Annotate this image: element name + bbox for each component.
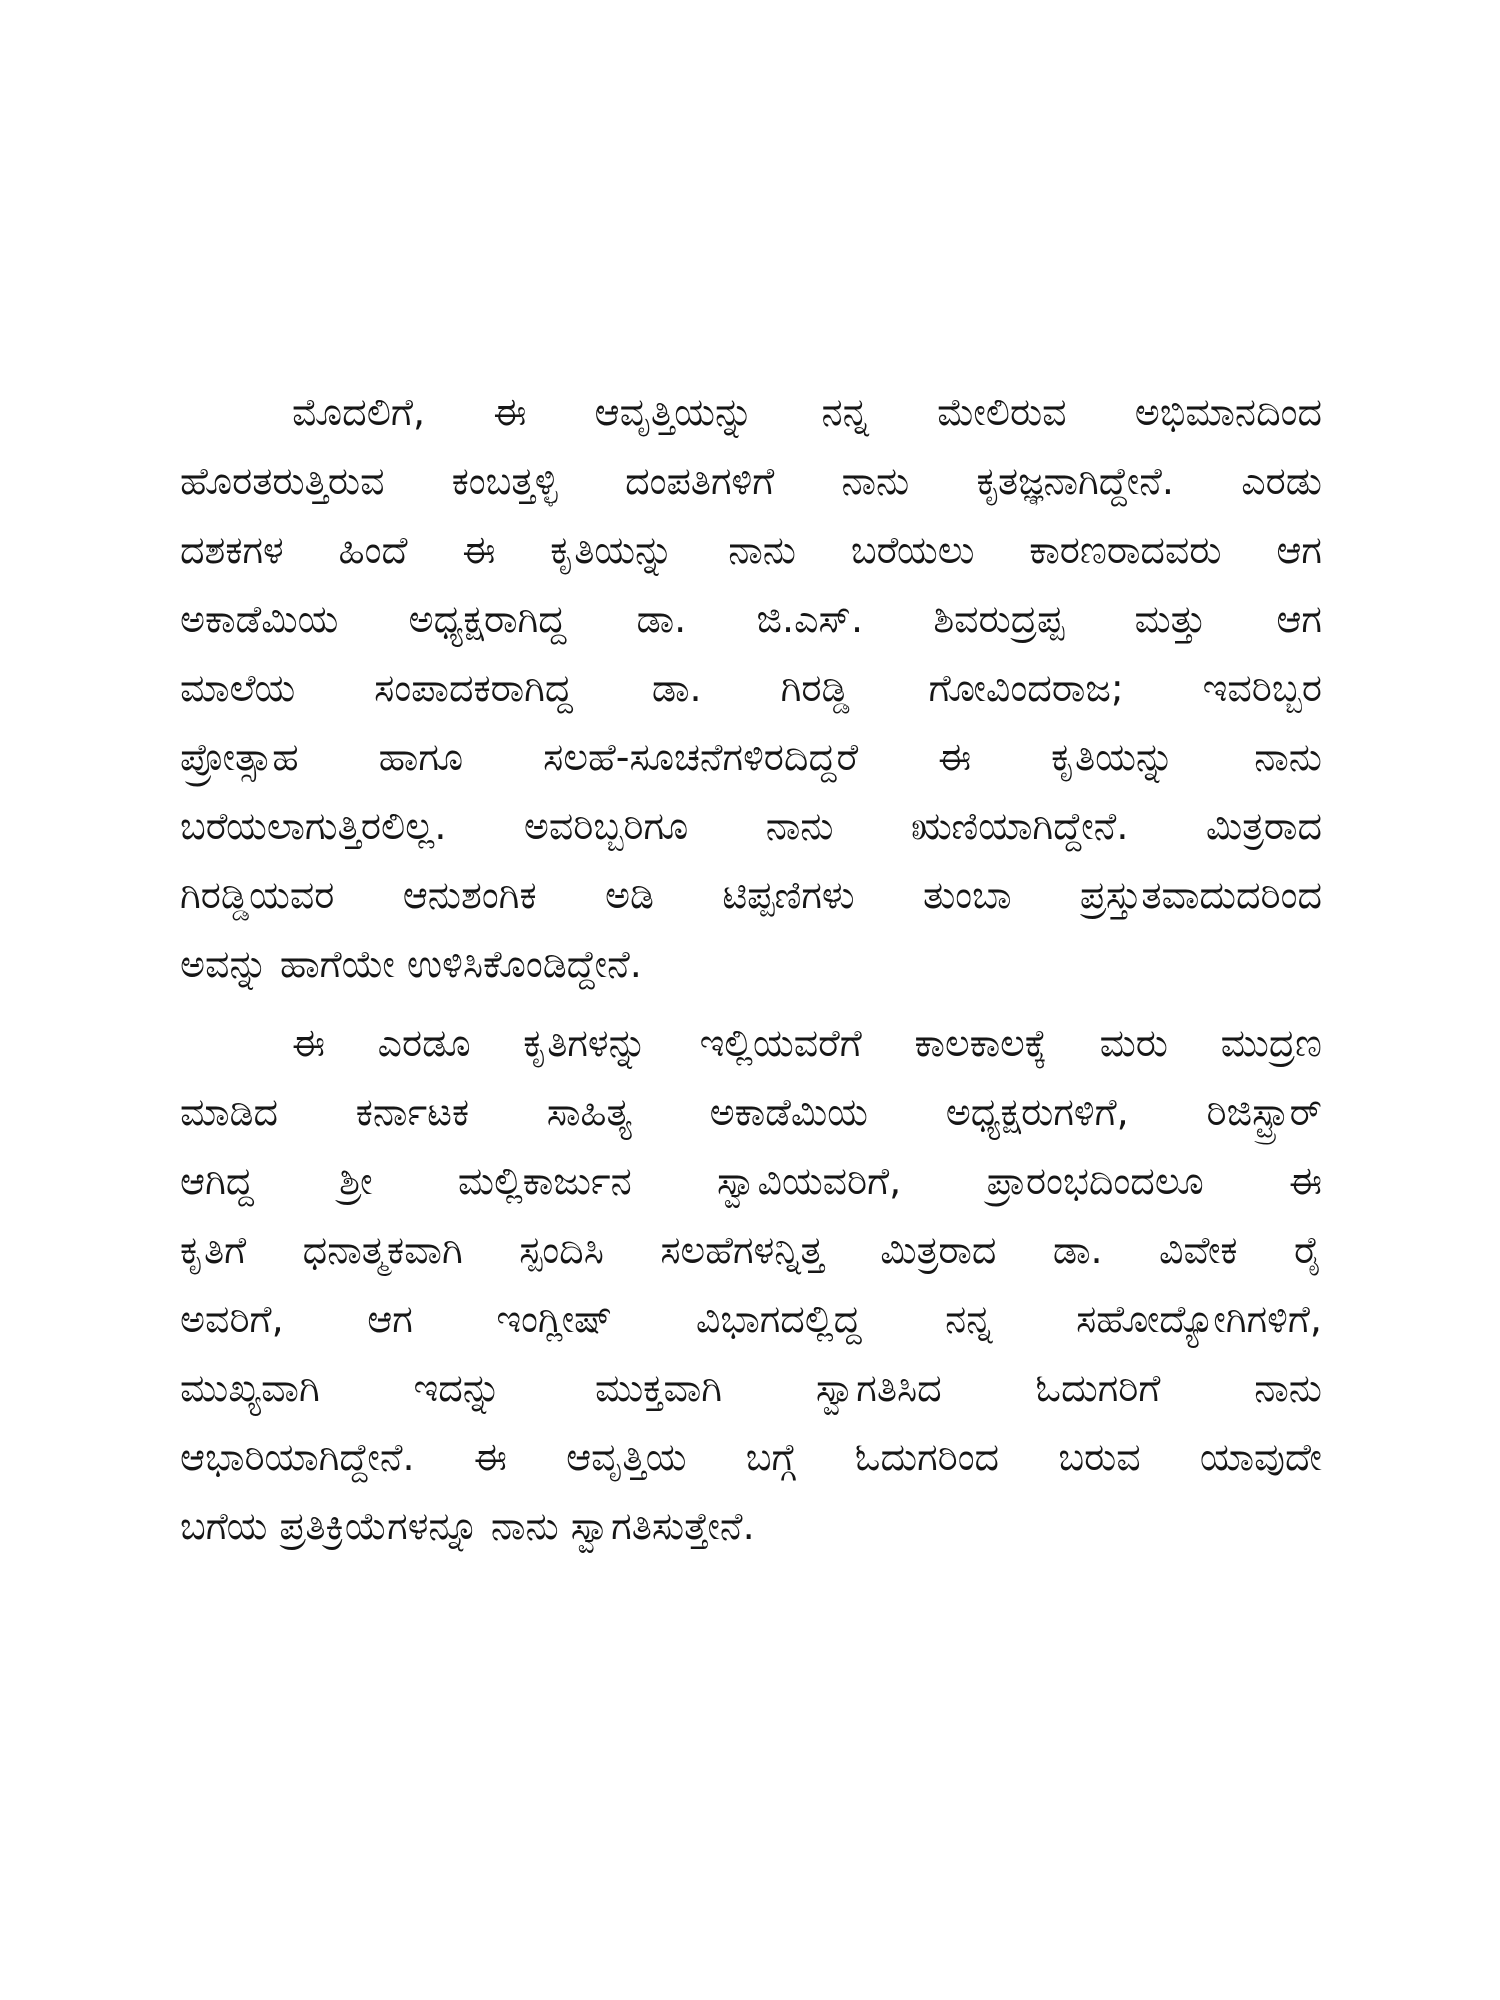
text-line: ಮುಖ್ಯವಾಗಿ ಇದನ್ನು ಮುಕ್ತವಾಗಿ ಸ್ವಾಗತಿಸಿದ ಓದುಗರಿಗೆ ನಾನು [180, 1366, 1322, 1410]
text-line: ದಶಕಗಳ ಹಿಂದೆ ಈ ಕೃತಿಯನ್ನು ನಾನು ಬರೆಯಲು ಕಾರಣರಾದವರು ಆಗ [180, 528, 1322, 572]
text-line: ಬರೆಯಲಾಗುತ್ತಿರಲಿಲ್ಲ. ಅವರಿಬ್ಬರಿಗೂ ನಾನು ಋಣಿಯಾಗಿದ್ದೇನೆ. ಮಿತ್ರರಾದ [180, 804, 1322, 848]
body-text [180, 378, 1322, 1561]
text-line: ಪ್ರೋತ್ಸಾಹ ಹಾಗೂ ಸಲಹೆ-ಸೂಚನೆಗಳಿರದಿದ್ದರೆ ಈ ಕೃತಿಯನ್ನು ನಾನು [180, 735, 1322, 779]
paragraph-acknowledgement-second [180, 1009, 1322, 1561]
text-line: ಗಿರಡ್ಡಿಯವರ ಆನುಶಂಗಿಕ ಅಡಿ ಟಿಪ್ಪಣಿಗಳು ತುಂಬಾ ಪ್ರಸ್ತುತವಾದುದರಿಂದ [180, 873, 1322, 917]
paragraph-acknowledgement-first [180, 378, 1322, 999]
text-line: ಈ ಎರಡೂ ಕೃತಿಗಳನ್ನು ಇಲ್ಲಿಯವರೆಗೆ ಕಾಲಕಾಲಕ್ಕೆ ಮರು ಮುದ್ರಣ [292, 1021, 1322, 1065]
text-line: ಆಗಿದ್ದ ಶ್ರೀ ಮಲ್ಲಿಕಾರ್ಜುನ ಸ್ವಾವಿಯವರಿಗೆ, ಪ್ರಾರಂಭದಿಂದಲೂ ಈ [180, 1159, 1322, 1203]
text-line: ಮೊದಲಿಗೆ, ಈ ಆವೃತ್ತಿಯನ್ನು ನನ್ನ ಮೇಲಿರುವ ಅಭಿಮಾನದಿಂದ [292, 390, 1322, 434]
text-line: ಅವನ್ನು ಹಾಗೆಯೇ ಉಳಿಸಿಕೊಂಡಿದ್ದೇನೆ. [180, 942, 642, 986]
text-line: ಕೃತಿಗೆ ಧನಾತ್ಮಕವಾಗಿ ಸ್ಪಂದಿಸಿ ಸಲಹೆಗಳನ್ನಿತ್ತ ಮಿತ್ರರಾದ ಡಾ. ವಿವೇಕ ರೈ [180, 1228, 1322, 1272]
text-line: ಹೊರತರುತ್ತಿರುವ ಕಂಬತ್ತಳ್ಳಿ ದಂಪತಿಗಳಿಗೆ ನಾನು ಕೃತಜ್ಞನಾಗಿದ್ದೇನೆ. ಎರಡು [180, 459, 1322, 503]
text-line: ಮಾಲೆಯ ಸಂಪಾದಕರಾಗಿದ್ದ ಡಾ. ಗಿರಡ್ಡಿ ಗೋವಿಂದರಾಜ; ಇವರಿಬ್ಬರ [180, 666, 1322, 710]
text-line: ಅವರಿಗೆ, ಆಗ ಇಂಗ್ಲೀಷ್ ವಿಭಾಗದಲ್ಲಿದ್ದ ನನ್ನ ಸಹೋದ್ಯೋಗಿಗಳಿಗೆ, [180, 1297, 1322, 1341]
text-line: ಆಭಾರಿಯಾಗಿದ್ದೇನೆ. ಈ ಆವೃತ್ತಿಯ ಬಗ್ಗೆ ಓದುಗರಿಂದ ಬರುವ ಯಾವುದೇ [180, 1435, 1322, 1479]
text-line: ಅಕಾಡೆಮಿಯ ಅಧ್ಯಕ್ಷರಾಗಿದ್ದ ಡಾ. ಜಿ.ಎಸ್. ಶಿವರುದ್ರಪ್ಪ ಮತ್ತು ಆಗ [180, 597, 1322, 641]
text-line: ಬಗೆಯ ಪ್ರತಿಕ್ರಿಯೆಗಳನ್ನೂ ನಾನು ಸ್ವಾಗತಿಸುತ್ತೇನೆ. [180, 1504, 755, 1548]
text-line: ಮಾಡಿದ ಕರ್ನಾಟಕ ಸಾಹಿತ್ಯ ಅಕಾಡೆಮಿಯ ಅಧ್ಯಕ್ಷರುಗಳಿಗೆ, ರಿಜಿಸ್ಟ್ರಾರ್ [180, 1090, 1322, 1134]
